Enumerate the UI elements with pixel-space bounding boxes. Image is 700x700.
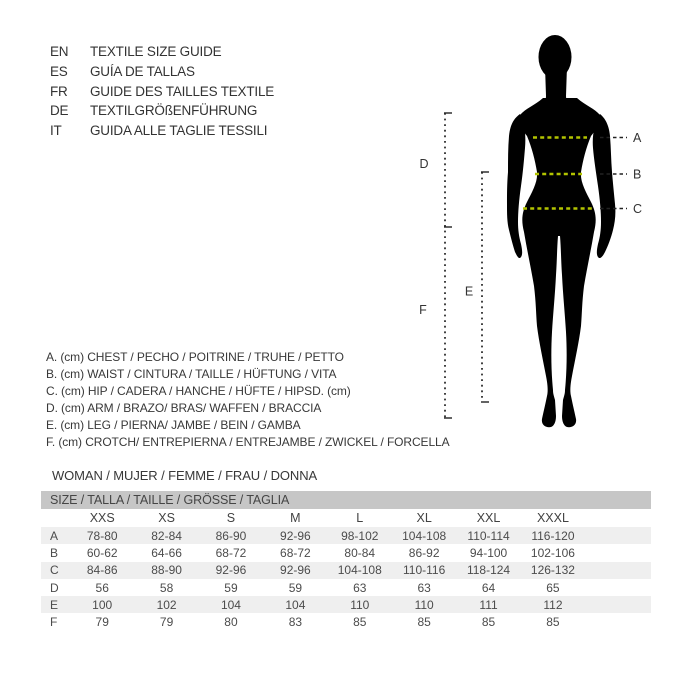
table-row-f xyxy=(41,613,651,630)
cell: 84-86 xyxy=(70,562,134,579)
corner-cell xyxy=(41,509,70,527)
cell: 80 xyxy=(224,615,238,630)
cell: 100 xyxy=(70,596,134,613)
torso-legs-shape xyxy=(519,98,600,427)
col-m: M xyxy=(290,511,301,525)
cell: 85 xyxy=(546,615,560,630)
lang-code: DE xyxy=(50,103,69,119)
legend-item-hip: C. (cm) HIP / CADERA / HANCHE / HÜFTE / HIPSD. (cm) xyxy=(46,384,351,398)
legend-item-crotch: F. (cm) CROTCH/ ENTREPIERNA / ENTREJAMBE / ZWICKEL / FORCELLA xyxy=(46,435,450,449)
cell-filler xyxy=(585,613,651,630)
cell: 88-90 xyxy=(134,562,198,579)
cell: 126-132 xyxy=(521,562,585,579)
marker-label-leg: E xyxy=(464,284,474,299)
lang-title: TEXTILGRÖßENFÜHRUNG xyxy=(90,103,258,119)
cell: 102 xyxy=(134,596,198,613)
size-table xyxy=(41,491,651,631)
cell: 116-120 xyxy=(521,527,585,544)
marker-label-waist: B xyxy=(633,167,642,182)
legend-item-arm: D. (cm) ARM / BRAZO/ BRAS/ WAFFEN / BRACCIA xyxy=(46,401,322,415)
cell: 85 xyxy=(417,615,431,630)
row-label: E xyxy=(41,596,70,613)
cell: 118-124 xyxy=(456,562,520,579)
cell: 86-90 xyxy=(199,527,263,544)
cell: 64 xyxy=(481,580,496,595)
gender-heading: WOMAN / MUJER / FEMME / FRAU / DONNA xyxy=(52,468,318,483)
lang-row-es xyxy=(50,62,274,82)
marker-label-chest: A xyxy=(633,131,642,145)
cell: 83 xyxy=(288,615,303,630)
lang-code: EN xyxy=(50,44,69,59)
lang-title: GUÍA DE TALLAS xyxy=(90,63,195,79)
cell: 111 xyxy=(456,596,520,613)
cell: 104 xyxy=(263,596,327,613)
cell: 79 xyxy=(159,615,174,630)
table-row-d xyxy=(41,579,651,596)
cell: 112 xyxy=(521,596,585,613)
col-xl: XL xyxy=(416,511,432,525)
cell: 86-92 xyxy=(408,545,440,560)
table-row-e xyxy=(41,596,651,613)
language-title-list xyxy=(50,42,274,141)
cell: 68-72 xyxy=(280,545,311,560)
col-xxxl: XXXL xyxy=(536,511,569,525)
cell-filler xyxy=(585,527,651,544)
col-xs: XS xyxy=(158,511,175,525)
size-table-header: SIZE / TALLA / TAILLE / GRÖSSE / TAGLIA xyxy=(41,491,651,509)
size-table-grid xyxy=(41,509,651,631)
lang-code: IT xyxy=(50,123,62,139)
cell: 65 xyxy=(546,580,560,595)
cell: 68-72 xyxy=(215,545,247,560)
measurement-legend xyxy=(46,349,450,451)
cell: 92-96 xyxy=(199,562,263,579)
woman-silhouette xyxy=(507,35,615,427)
cell: 94-100 xyxy=(469,545,508,560)
lang-row-en xyxy=(50,42,274,62)
cell: 110-116 xyxy=(392,562,456,579)
cell: 79 xyxy=(95,615,109,630)
cell-filler xyxy=(585,579,651,596)
cell-filler xyxy=(585,544,651,561)
lang-title: GUIDA ALLE TAGLIE TESSILI xyxy=(90,123,268,139)
row-label: C xyxy=(41,562,70,579)
lang-code: ES xyxy=(50,63,68,79)
marker-label-arm: D xyxy=(419,157,429,171)
col-xxl: XXL xyxy=(476,511,501,525)
table-row-b xyxy=(41,544,651,561)
col-xxs: XXS xyxy=(89,511,115,525)
cell: 92-96 xyxy=(263,562,327,579)
cell-filler xyxy=(585,596,651,613)
cell: 104-108 xyxy=(328,562,392,579)
lang-code: FR xyxy=(50,83,68,99)
lang-row-it xyxy=(50,121,274,141)
cell: 63 xyxy=(417,580,431,595)
cell: 110 xyxy=(328,596,392,613)
col-l: L xyxy=(356,511,364,525)
cell: 64-66 xyxy=(151,545,182,560)
cell: 82-84 xyxy=(134,527,198,544)
cell: 104-108 xyxy=(392,527,456,544)
cell: 80-84 xyxy=(344,545,376,560)
lang-row-fr xyxy=(50,82,274,102)
legend-item-waist: B. (cm) WAIST / CINTURA / TAILLE / HÜFTUNG / VITA xyxy=(46,367,337,381)
row-label: B xyxy=(50,545,59,560)
marker-label-crotch: F xyxy=(419,303,427,317)
cell: 85 xyxy=(353,615,367,630)
col-s: S xyxy=(226,511,236,525)
row-label: F xyxy=(50,615,58,630)
cell-filler xyxy=(585,562,651,579)
table-row-a xyxy=(41,527,651,544)
cell: 59 xyxy=(288,580,303,595)
lang-row-de xyxy=(50,101,274,121)
cell: 98-102 xyxy=(328,527,392,544)
marker-label-hip: C xyxy=(633,202,643,216)
cell: 60-62 xyxy=(86,545,118,560)
row-label: D xyxy=(50,580,59,595)
cell: 102-106 xyxy=(530,545,575,560)
lang-title: GUIDE DES TAILLES TEXTILE xyxy=(90,83,275,99)
cell: 59 xyxy=(224,580,238,595)
cell: 56 xyxy=(95,580,109,595)
cell: 85 xyxy=(481,615,496,630)
cell: 110 xyxy=(392,596,456,613)
cell: 92-96 xyxy=(263,527,327,544)
left-arm-shape xyxy=(507,114,525,258)
cell: 104 xyxy=(199,596,263,613)
size-columns-row xyxy=(41,509,651,527)
col-filler xyxy=(585,509,651,527)
cell: 78-80 xyxy=(70,527,134,544)
table-row-c xyxy=(41,562,651,579)
lang-title: TEXTILE SIZE GUIDE xyxy=(90,44,222,59)
right-arm-shape xyxy=(593,114,616,258)
legend-item-chest: A. (cm) CHEST / PECHO / POITRINE / TRUHE / PETTO xyxy=(46,350,344,364)
cell: 63 xyxy=(353,580,367,595)
cell: 58 xyxy=(159,580,174,595)
legend-item-leg: E. (cm) LEG / PIERNA/ JAMBE / BEIN / GAMBA xyxy=(46,418,301,432)
row-label: A xyxy=(41,527,70,544)
cell: 110-114 xyxy=(456,527,520,544)
